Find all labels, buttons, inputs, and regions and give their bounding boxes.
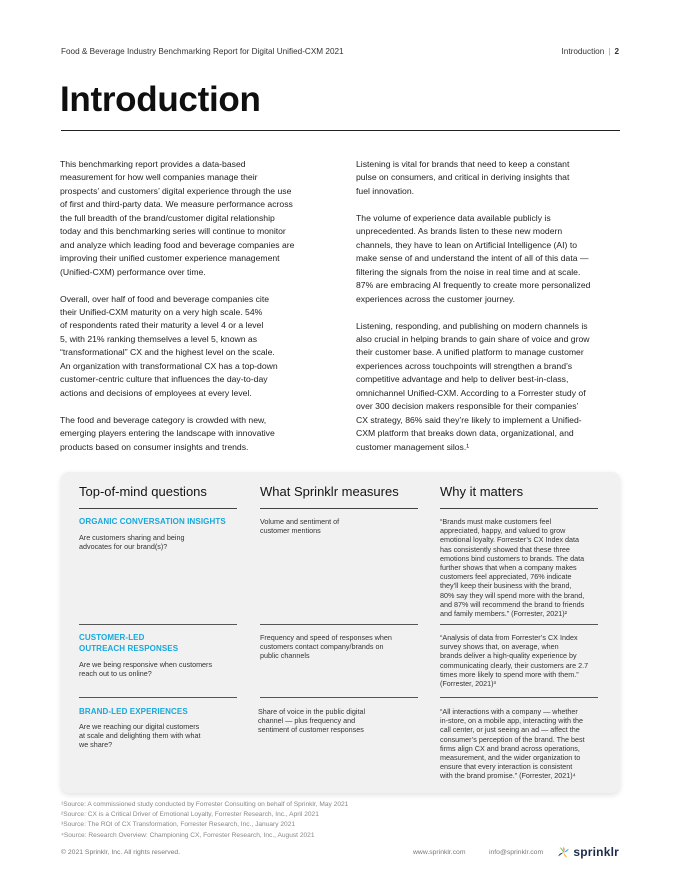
section-name: Introduction xyxy=(561,47,605,56)
sprinklr-logo-icon xyxy=(557,846,570,859)
section-label xyxy=(562,47,620,56)
question-text: Are we being responsive when customers reach out to us online? xyxy=(79,660,213,679)
sprinklr-logo xyxy=(557,845,619,859)
header-separator: | xyxy=(608,47,611,56)
row-divider xyxy=(79,624,237,625)
question-text: Are we reaching our digital customers at scale and delighting them with what we share? xyxy=(79,722,201,750)
document-title: Food & Beverage Industry Benchmarking Report for Digital Unified-CXM 2021 xyxy=(61,47,344,56)
page-footer xyxy=(61,845,619,862)
paragraph: Listening is vital for brands that need to keep a constant pulse on consumers, and critical in deriving insights that fuel innovation. xyxy=(356,159,570,196)
category-label: BRAND-LED EXPERIENCES xyxy=(79,707,188,716)
page-number: 2 xyxy=(614,47,619,56)
column-header-measures: What Sprinklr measures xyxy=(260,484,399,499)
category-label: ORGANIC CONVERSATION INSIGHTS xyxy=(79,517,226,526)
page-header xyxy=(61,47,619,59)
measure-text: Share of voice in the public digital channel — plus frequency and sentiment of customer responses xyxy=(258,707,366,735)
why-text: “All interactions with a company — whether in-store, on a mobile app, interacting with the call center, or just seeing an ad — affect the consumer’s perception of the brand. The best firms align CX and brand across operations, measurement, and the wider organization to ensure that every interaction is consistent with the brand promise.” (Forrester, 2021)⁴ xyxy=(440,707,585,781)
row-divider xyxy=(440,697,598,698)
measure-text: Frequency and speed of responses when customers contact company/brands on public channels xyxy=(260,633,392,661)
page-title: Introduction xyxy=(60,80,261,119)
question-text: Are customers sharing and being advocates for our brand(s)? xyxy=(79,533,185,552)
footnote: ¹Source: A commissioned study conducted by Forrester Consulting on behalf of Sprinklr, May 2021 xyxy=(61,801,349,808)
paragraph: The volume of experience data available publicly is unprecedented. As brands listen to these new modern channels, they have to lean on Artificial Intelligence (AI) to make sense of and understand the intent of all of this data — filtering the signals from the noise in real time and at scale. 87% are embracing AI frequently to create more personalized experiences across the customer journey. xyxy=(356,212,591,304)
category-label: CUSTOMER-LED OUTREACH RESPONSES xyxy=(79,633,179,653)
paragraph: The food and beverage category is crowded with new, emerging players entering the landscape with innovative products based on consumer insights and trends. xyxy=(60,414,275,452)
right-column xyxy=(356,158,618,468)
row-divider xyxy=(440,624,598,625)
column-header-why: Why it matters xyxy=(440,484,524,499)
title-divider xyxy=(61,130,620,131)
footnote: ²Source: CX is a Critical Driver of Emotional Loyalty, Forrester Research, Inc., April 2021 xyxy=(61,811,319,819)
website-link[interactable]: www.sprinklr.com xyxy=(413,849,466,856)
row-divider xyxy=(260,624,418,625)
measure-text: Volume and sentiment of customer mentions xyxy=(260,517,340,536)
header-divider xyxy=(440,508,598,509)
footnote: ⁴Source: Research Overview: Championing CX, Forrester Research, Inc., August 2021 xyxy=(61,831,315,839)
copyright: © 2021 Sprinklr, Inc. All rights reserved. xyxy=(61,849,181,856)
why-text: “Brands must make customers feel appreciated, happy, and valued to grow emotional loyalty. Forrester’s CX Index data has consistently showed that these three emotions bind customers to brands. The data further shows that when a company makes customers feel appreciated, 76% indicate they’ll keep their business with the brand, 80% say they will spend more with the brand, and 87% will recommend the brand to friends and family members.” (Forrester, 2021)² xyxy=(440,517,585,619)
footnote: ³Source: The ROI of CX Transformation, Forrester Research, Inc., January 2021 xyxy=(61,821,296,829)
email-link[interactable]: info@sprinklr.com xyxy=(489,849,544,856)
row-divider xyxy=(79,697,237,698)
column-header-questions: Top-of-mind questions xyxy=(79,484,207,499)
left-column xyxy=(60,158,328,468)
paragraph: Overall, over half of food and beverage companies cite their Unified-CXM maturity on a very high scale. 54% of respondents rated their maturity a level 4 or a level 5, with 21% ranking themselves a level 5, known as “transformational” CX and the highest level on the scale. An organization with transformational CX has a top-down customer-centric culture that influences the day-to-day actions and decisions of employees at every level. xyxy=(60,293,278,398)
header-divider xyxy=(79,508,237,509)
row-divider xyxy=(260,697,418,698)
header-divider xyxy=(260,508,418,509)
footnotes xyxy=(61,800,348,841)
measures-panel xyxy=(61,472,620,793)
why-text: “Analysis of data from Forrester’s CX Index survey shows that, on average, when brands deliver a high-quality experience by communicating clearly, their customers are 2.7 times more likely to spend more with them.” (Forrester, 2021)³ xyxy=(440,633,589,689)
paragraph: This benchmarking report provides a data-based measurement for how well companies manage their prospects’ and customers’ digital experience through the use of first and third-party data. We measure performance across the full breadth of the brand/customer digital relationship today and this benchmarking series will continue to monitor and analyze which leading food and beverage companies are improving their unified customer experience management (Unified-CXM) performance over time. xyxy=(60,159,295,277)
paragraph: Listening, responding, and publishing on modern channels is also crucial in helping brands to gain share of voice and grow their customer base. A unified platform to manage customer experiences across touchpoints will strengthen a brand’s competitive advantage and help to deliver best-in-class, omnichannel Unified-CXM. According to a Forrester study of over 300 decision makers responsible for their companies’ CX strategy, 86% said they’re likely to implement a Unified- CXM platform that breaks down data, organizational, and customer management silos.¹ xyxy=(356,320,590,452)
sprinklr-logo-text: sprinklr xyxy=(573,845,619,859)
